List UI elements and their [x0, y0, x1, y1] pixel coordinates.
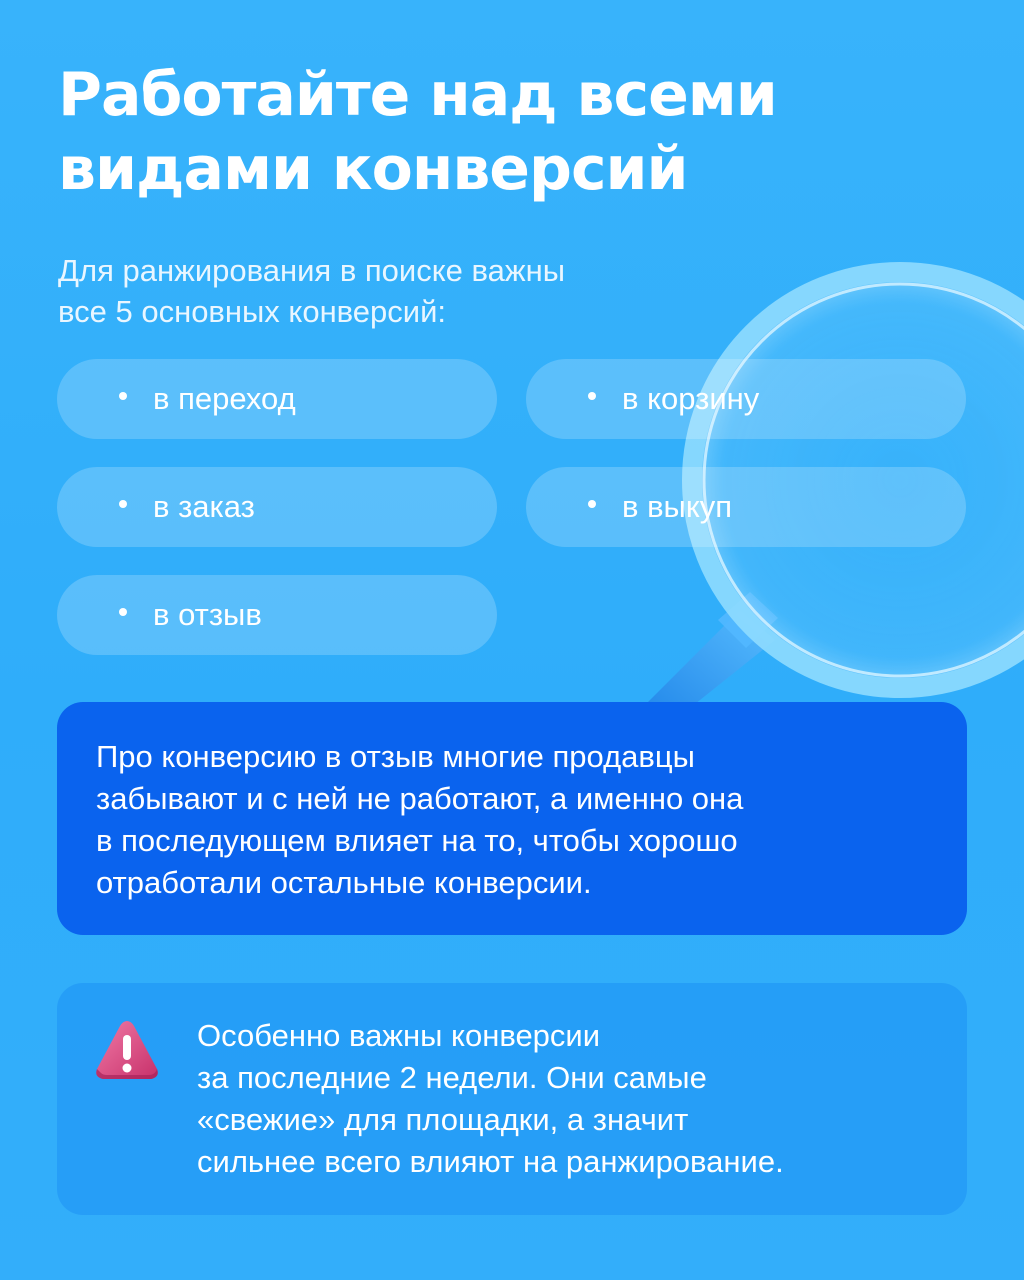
conversion-pill-click [57, 359, 497, 439]
conversion-pill-buyout [526, 467, 966, 547]
note-line: отработали остальные конверсии. [96, 865, 592, 900]
bullet-icon [119, 392, 127, 400]
title-line: Работайте над всеми [58, 60, 777, 130]
subtitle-line: все 5 основных конверсий: [58, 294, 447, 329]
note-line: сильнее всего влияют на ранжирование. [197, 1144, 784, 1179]
title-line: видами конверсий [58, 134, 688, 204]
review-conversion-note [57, 702, 967, 935]
bullet-icon [119, 500, 127, 508]
magnifier-icon [600, 200, 1024, 720]
note-line: в последующем влияет на то, чтобы хорошо [96, 823, 738, 858]
subtitle-line: Для ранжирования в поиске важны [58, 253, 566, 288]
conversion-label: в отзыв [153, 597, 262, 632]
conversion-pill-cart [526, 359, 966, 439]
conversion-pill-order [57, 467, 497, 547]
conversion-label: в выкуп [622, 489, 733, 524]
conversion-label: в корзину [622, 381, 760, 416]
subtitle [58, 250, 565, 332]
note-line: забывают и с ней не работают, а именно она [96, 781, 744, 816]
note-line: Про конверсию в отзыв многие продавцы [96, 739, 695, 774]
page-title [58, 58, 777, 206]
warning-icon [93, 1017, 161, 1085]
conversion-label: в переход [153, 381, 296, 416]
bullet-icon [119, 608, 127, 616]
note-line: «свежие» для площадки, а значит [197, 1102, 689, 1137]
bullet-icon [588, 500, 596, 508]
recent-conversions-note [57, 983, 967, 1215]
note-line: Особенно важны конверсии [197, 1018, 601, 1053]
conversion-label: в заказ [153, 489, 255, 524]
note-line: за последние 2 недели. Они самые [197, 1060, 707, 1095]
bullet-icon [588, 392, 596, 400]
conversion-pill-review [57, 575, 497, 655]
